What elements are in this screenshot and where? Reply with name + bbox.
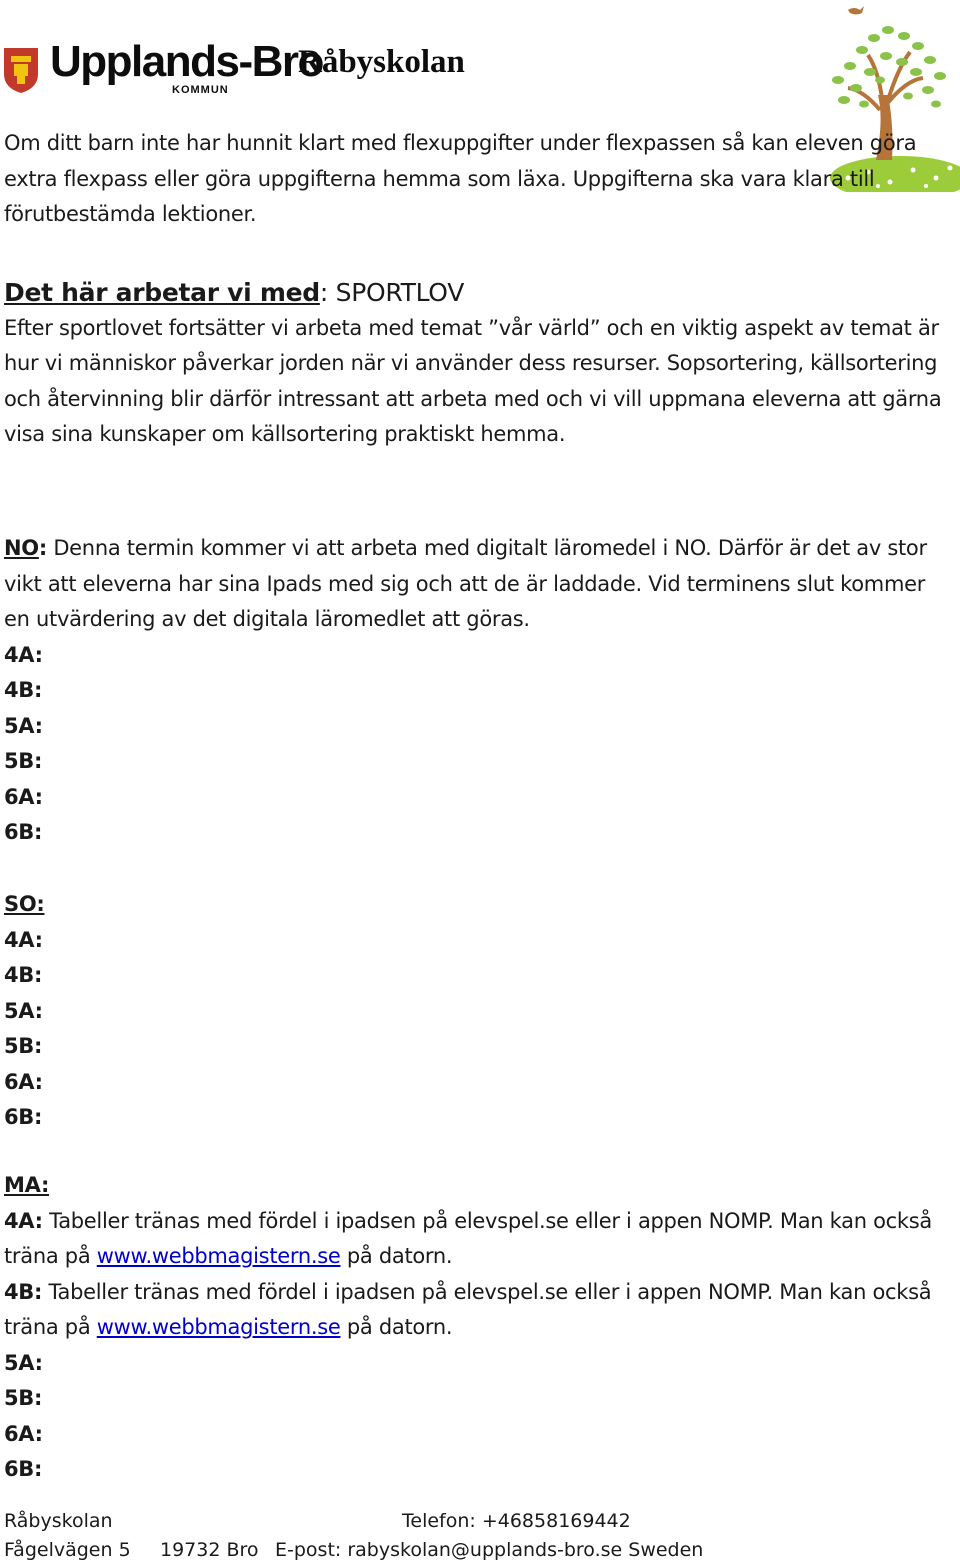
ma-class-6a: 6A:	[4, 1421, 43, 1446]
so-class-6a: 6A:	[4, 1069, 43, 1094]
ma-section	[4, 1168, 954, 1488]
webbmagistern-link[interactable]: www.webbmagistern.se	[96, 1315, 341, 1339]
no-section	[4, 531, 954, 851]
ma-class-4a-after: på datorn.	[340, 1244, 453, 1268]
no-colon: :	[38, 536, 47, 560]
municipality-crest-icon	[2, 46, 40, 94]
footer-phone: Telefon: +46858169442	[402, 1510, 631, 1532]
theme-colon: :	[319, 278, 328, 307]
no-class-5a: 5A:	[4, 713, 43, 738]
so-class-4b: 4B:	[4, 963, 43, 987]
footer-postal: 19732 Bro	[160, 1539, 259, 1561]
ma-class-4a-row	[4, 1204, 954, 1275]
brand-logo-text: Upplands-Bro	[50, 37, 323, 86]
intro-paragraph: Om ditt barn inte har hunnit klart med flexuppgifter under flexpassen så kan eleven göra extra flexpass eller göra uppgifterna hemma som läxa. Uppgifterna ska vara klara till förutbestämda lektioner.	[4, 131, 917, 226]
so-class-6b: 6B:	[4, 1105, 43, 1129]
ma-class-4a-text: Tabeller tränas med fördel i ipadsen på elevspel.se eller i appen NOMP. Man kan också träna på	[4, 1208, 932, 1268]
theme-heading	[4, 275, 954, 311]
no-text: Denna termin kommer vi att arbeta med digitalt läromedel i NO. Därför är det av stor vikt att eleverna har sina Ipads med sig och att de är laddade. Vid terminens slut kommer en utvärdering av det digitala läromedlet att göras.	[4, 536, 927, 631]
footer-school: Råbyskolan	[4, 1510, 113, 1532]
theme-text: Efter sportlovet fortsätter vi arbeta med temat ”vår värld” och en viktig aspekt av temat är hur vi människor påverkar jorden när vi använder dess resurser. Sopsortering, källsortering och återvinning blir därför intressant att arbeta med och vi vill uppmana eleverna att gärna visa sina kunskaper om källsortering praktiskt hemma.	[4, 315, 942, 446]
no-class-6b: 6B:	[4, 820, 43, 844]
no-class-4b: 4B:	[4, 678, 43, 702]
so-class-4a: 4A:	[4, 927, 43, 952]
so-section	[4, 887, 954, 1136]
ma-class-4b-text: Tabeller tränas med fördel i ipadsen på elevspel.se eller i appen NOMP. Man kan också träna på	[4, 1279, 932, 1339]
no-class-4a: 4A:	[4, 642, 43, 667]
ma-class-4b-after: på datorn.	[340, 1315, 453, 1339]
page-title: Råbyskolan	[298, 44, 465, 80]
no-class-5b: 5B:	[4, 749, 43, 773]
so-class-5b: 5B:	[4, 1034, 43, 1058]
ma-class-4b: 4B:	[4, 1279, 43, 1304]
brand-logo-subtext: KOMMUN	[172, 84, 229, 96]
no-paragraph	[4, 531, 954, 638]
theme-label: Det här arbetar vi med	[4, 278, 320, 307]
so-class-5a: 5A:	[4, 998, 43, 1023]
theme-topic: SPORTLOV	[335, 278, 465, 307]
no-label: NO	[4, 536, 39, 560]
footer-email: E-post: rabyskolan@upplands-bro.se Sweden	[275, 1539, 704, 1561]
ma-class-4b-row	[4, 1275, 954, 1346]
so-label: SO:	[4, 892, 45, 916]
ma-class-4a: 4A:	[4, 1208, 43, 1233]
footer	[4, 1507, 954, 1565]
ma-class-5b: 5B:	[4, 1386, 43, 1410]
ma-class-6b: 6B:	[4, 1457, 43, 1481]
no-class-6a: 6A:	[4, 784, 43, 809]
footer-street: Fågelvägen 5	[4, 1539, 131, 1561]
theme-section	[4, 275, 954, 453]
ma-label: MA:	[4, 1173, 50, 1197]
ma-class-5a: 5A:	[4, 1350, 43, 1375]
webbmagistern-link[interactable]: www.webbmagistern.se	[96, 1244, 341, 1268]
